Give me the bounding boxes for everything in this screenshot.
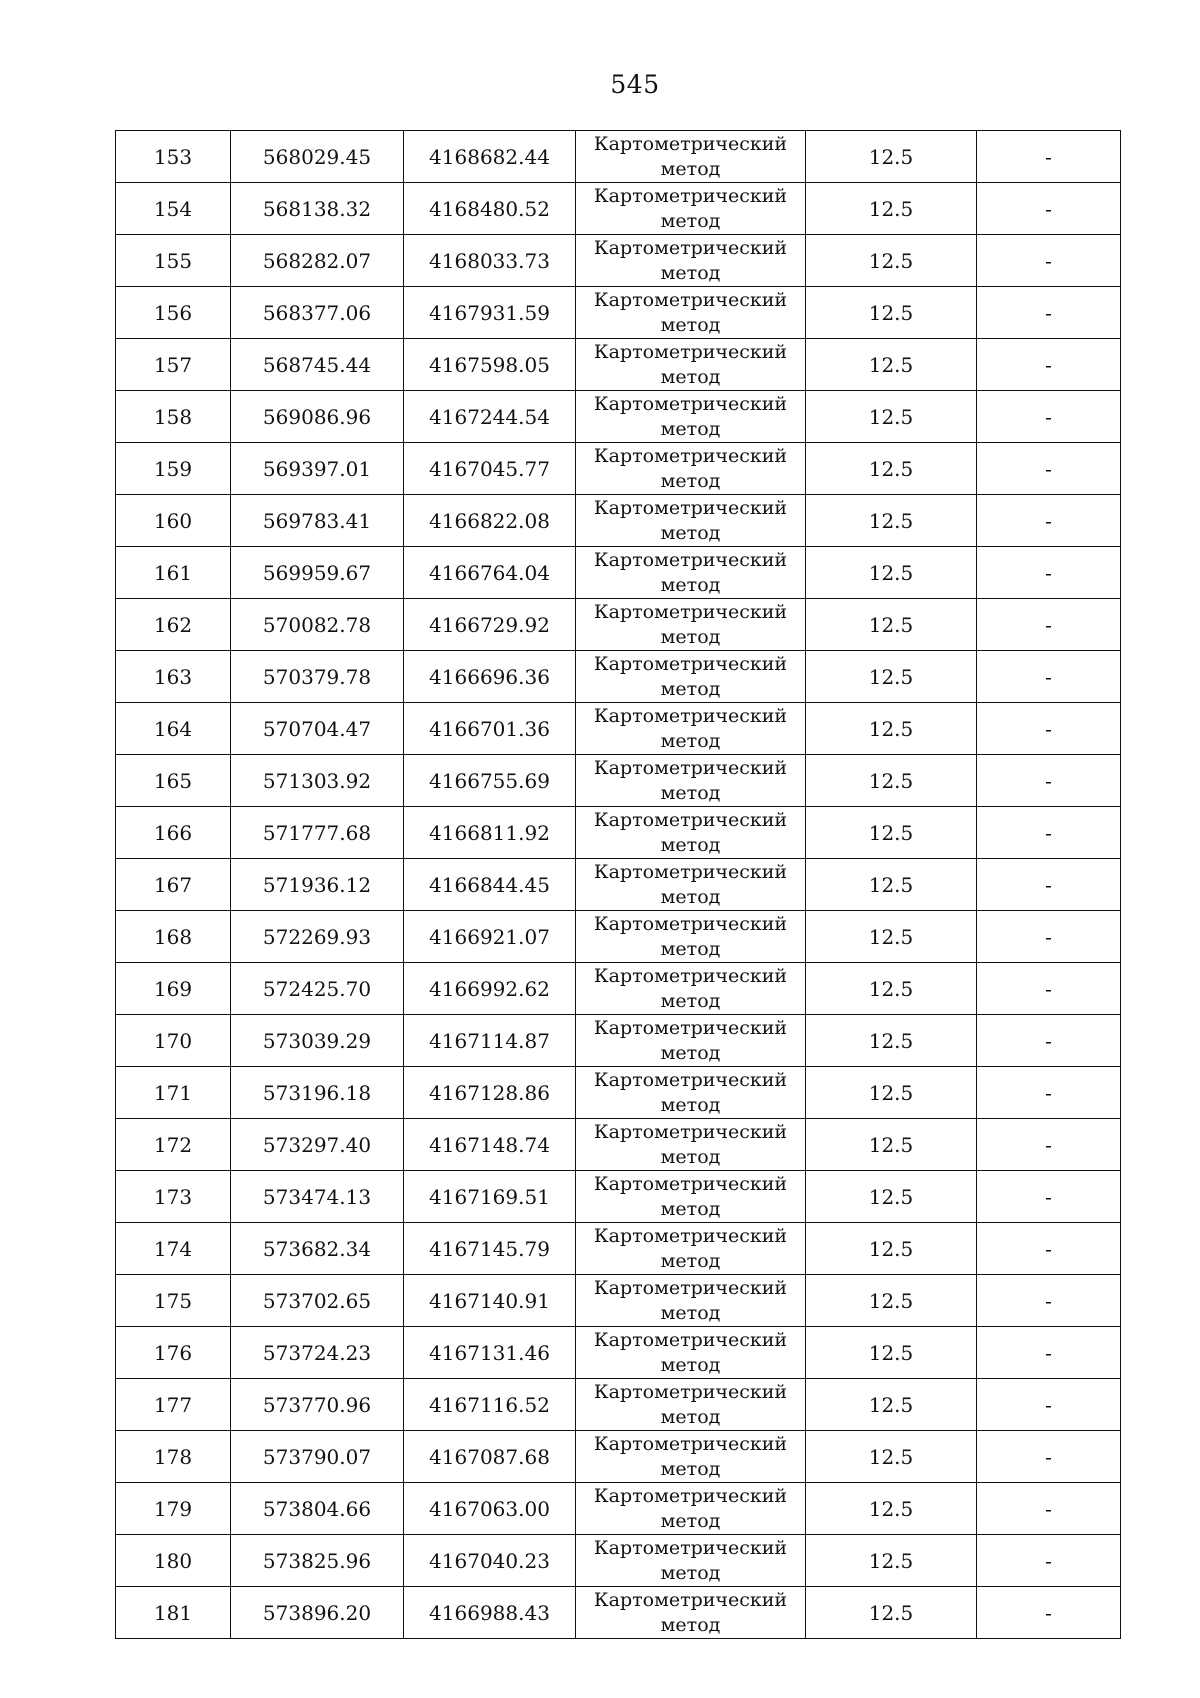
- point-number-cell: 155: [116, 235, 231, 287]
- accuracy-cell: 12.5: [806, 287, 977, 339]
- method-line-1: Картометрический: [593, 808, 788, 831]
- x-coordinate-cell: 573790.07: [231, 1431, 404, 1483]
- method-line-2: метод: [660, 1613, 721, 1636]
- x-coordinate-cell: 569783.41: [231, 495, 404, 547]
- method-line-2: метод: [660, 1249, 721, 1272]
- method-line-2: метод: [660, 261, 721, 284]
- y-coordinate-cell: 4168480.52: [404, 183, 576, 235]
- table-row: [116, 1171, 1121, 1223]
- x-coordinate-cell: 569959.67: [231, 547, 404, 599]
- method-cell: [576, 651, 806, 703]
- point-number-cell: 163: [116, 651, 231, 703]
- note-cell: -: [977, 1379, 1121, 1431]
- y-coordinate-cell: 4167116.52: [404, 1379, 576, 1431]
- point-number-cell: 177: [116, 1379, 231, 1431]
- note-cell: -: [977, 1431, 1121, 1483]
- table-row: [116, 131, 1121, 183]
- note-cell: -: [977, 443, 1121, 495]
- note-cell: -: [977, 1171, 1121, 1223]
- method-line-2: метод: [660, 313, 721, 336]
- accuracy-cell: 12.5: [806, 1275, 977, 1327]
- accuracy-cell: 12.5: [806, 859, 977, 911]
- method-line-2: метод: [660, 365, 721, 388]
- table-row: [116, 1275, 1121, 1327]
- y-coordinate-cell: 4167598.05: [404, 339, 576, 391]
- accuracy-cell: 12.5: [806, 1015, 977, 1067]
- table-row: [116, 339, 1121, 391]
- method-line-2: метод: [660, 1041, 721, 1064]
- table-body: [116, 131, 1121, 1639]
- accuracy-cell: 12.5: [806, 1587, 977, 1639]
- note-cell: -: [977, 391, 1121, 443]
- method-cell: [576, 1431, 806, 1483]
- accuracy-cell: 12.5: [806, 1327, 977, 1379]
- method-line-1: Картометрический: [593, 964, 788, 987]
- method-line-1: Картометрический: [593, 132, 788, 155]
- method-line-2: метод: [660, 885, 721, 908]
- x-coordinate-cell: 573770.96: [231, 1379, 404, 1431]
- method-cell: [576, 1171, 806, 1223]
- method-line-2: метод: [660, 1197, 721, 1220]
- method-line-1: Картометрический: [593, 860, 788, 883]
- note-cell: -: [977, 1587, 1121, 1639]
- table-row: [116, 391, 1121, 443]
- point-number-cell: 156: [116, 287, 231, 339]
- point-number-cell: 171: [116, 1067, 231, 1119]
- note-cell: -: [977, 339, 1121, 391]
- y-coordinate-cell: 4166696.36: [404, 651, 576, 703]
- y-coordinate-cell: 4167931.59: [404, 287, 576, 339]
- point-number-cell: 172: [116, 1119, 231, 1171]
- note-cell: -: [977, 1535, 1121, 1587]
- y-coordinate-cell: 4166701.36: [404, 703, 576, 755]
- accuracy-cell: 12.5: [806, 1119, 977, 1171]
- method-line-2: метод: [660, 1301, 721, 1324]
- note-cell: -: [977, 287, 1121, 339]
- accuracy-cell: 12.5: [806, 1431, 977, 1483]
- point-number-cell: 179: [116, 1483, 231, 1535]
- method-cell: [576, 1119, 806, 1171]
- accuracy-cell: 12.5: [806, 339, 977, 391]
- y-coordinate-cell: 4166844.45: [404, 859, 576, 911]
- method-line-2: метод: [660, 157, 721, 180]
- note-cell: -: [977, 1015, 1121, 1067]
- table-row: [116, 859, 1121, 911]
- x-coordinate-cell: 568138.32: [231, 183, 404, 235]
- accuracy-cell: 12.5: [806, 547, 977, 599]
- method-line-1: Картометрический: [593, 1224, 788, 1247]
- y-coordinate-cell: 4168033.73: [404, 235, 576, 287]
- x-coordinate-cell: 571936.12: [231, 859, 404, 911]
- note-cell: -: [977, 235, 1121, 287]
- y-coordinate-cell: 4167040.23: [404, 1535, 576, 1587]
- x-coordinate-cell: 571777.68: [231, 807, 404, 859]
- table-row: [116, 911, 1121, 963]
- y-coordinate-cell: 4167045.77: [404, 443, 576, 495]
- x-coordinate-cell: 573196.18: [231, 1067, 404, 1119]
- method-line-1: Картометрический: [593, 1380, 788, 1403]
- table-row: [116, 235, 1121, 287]
- point-number-cell: 173: [116, 1171, 231, 1223]
- method-line-2: метод: [660, 1509, 721, 1532]
- table-row: [116, 703, 1121, 755]
- method-line-2: метод: [660, 937, 721, 960]
- method-line-1: Картометрический: [593, 392, 788, 415]
- y-coordinate-cell: 4166921.07: [404, 911, 576, 963]
- note-cell: -: [977, 755, 1121, 807]
- table-row: [116, 1483, 1121, 1535]
- method-cell: [576, 183, 806, 235]
- point-number-cell: 162: [116, 599, 231, 651]
- point-number-cell: 164: [116, 703, 231, 755]
- method-line-1: Картометрический: [593, 548, 788, 571]
- table-row: [116, 1327, 1121, 1379]
- method-cell: [576, 339, 806, 391]
- x-coordinate-cell: 568377.06: [231, 287, 404, 339]
- x-coordinate-cell: 568745.44: [231, 339, 404, 391]
- note-cell: -: [977, 1275, 1121, 1327]
- y-coordinate-cell: 4167148.74: [404, 1119, 576, 1171]
- x-coordinate-cell: 573804.66: [231, 1483, 404, 1535]
- x-coordinate-cell: 571303.92: [231, 755, 404, 807]
- note-cell: -: [977, 1067, 1121, 1119]
- point-number-cell: 158: [116, 391, 231, 443]
- table-row: [116, 287, 1121, 339]
- method-line-1: Картометрический: [593, 1276, 788, 1299]
- y-coordinate-cell: 4167063.00: [404, 1483, 576, 1535]
- table-row: [116, 443, 1121, 495]
- point-number-cell: 165: [116, 755, 231, 807]
- method-line-2: метод: [660, 1093, 721, 1116]
- y-coordinate-cell: 4167114.87: [404, 1015, 576, 1067]
- x-coordinate-cell: 573896.20: [231, 1587, 404, 1639]
- method-line-1: Картометрический: [593, 236, 788, 259]
- table-row: [116, 547, 1121, 599]
- accuracy-cell: 12.5: [806, 807, 977, 859]
- point-number-cell: 175: [116, 1275, 231, 1327]
- method-cell: [576, 235, 806, 287]
- accuracy-cell: 12.5: [806, 235, 977, 287]
- table-row: [116, 963, 1121, 1015]
- point-number-cell: 166: [116, 807, 231, 859]
- point-number-cell: 180: [116, 1535, 231, 1587]
- x-coordinate-cell: 573039.29: [231, 1015, 404, 1067]
- coordinates-table: [115, 130, 1121, 1639]
- method-cell: [576, 859, 806, 911]
- table-row: [116, 1431, 1121, 1483]
- note-cell: -: [977, 1327, 1121, 1379]
- method-cell: [576, 547, 806, 599]
- y-coordinate-cell: 4166755.69: [404, 755, 576, 807]
- method-line-1: Картометрический: [593, 652, 788, 675]
- x-coordinate-cell: 569086.96: [231, 391, 404, 443]
- method-cell: [576, 1379, 806, 1431]
- x-coordinate-cell: 573825.96: [231, 1535, 404, 1587]
- accuracy-cell: 12.5: [806, 651, 977, 703]
- y-coordinate-cell: 4167087.68: [404, 1431, 576, 1483]
- method-line-2: метод: [660, 521, 721, 544]
- point-number-cell: 176: [116, 1327, 231, 1379]
- method-cell: [576, 1535, 806, 1587]
- method-line-2: метод: [660, 573, 721, 596]
- method-line-1: Картометрический: [593, 496, 788, 519]
- method-cell: [576, 963, 806, 1015]
- method-line-1: Картометрический: [593, 756, 788, 779]
- table-row: [116, 1535, 1121, 1587]
- method-line-1: Картометрический: [593, 1120, 788, 1143]
- accuracy-cell: 12.5: [806, 1067, 977, 1119]
- note-cell: -: [977, 703, 1121, 755]
- table-row: [116, 599, 1121, 651]
- table-row: [116, 1015, 1121, 1067]
- accuracy-cell: 12.5: [806, 391, 977, 443]
- y-coordinate-cell: 4167169.51: [404, 1171, 576, 1223]
- method-line-2: метод: [660, 1457, 721, 1480]
- note-cell: -: [977, 807, 1121, 859]
- point-number-cell: 153: [116, 131, 231, 183]
- note-cell: -: [977, 911, 1121, 963]
- y-coordinate-cell: 4166822.08: [404, 495, 576, 547]
- x-coordinate-cell: 573724.23: [231, 1327, 404, 1379]
- method-line-1: Картометрический: [593, 1016, 788, 1039]
- page-number: 545: [610, 70, 660, 99]
- y-coordinate-cell: 4166992.62: [404, 963, 576, 1015]
- accuracy-cell: 12.5: [806, 703, 977, 755]
- method-line-1: Картометрический: [593, 1172, 788, 1195]
- method-cell: [576, 1015, 806, 1067]
- table-row: [116, 1067, 1121, 1119]
- point-number-cell: 157: [116, 339, 231, 391]
- note-cell: -: [977, 183, 1121, 235]
- method-cell: [576, 1275, 806, 1327]
- method-line-2: метод: [660, 781, 721, 804]
- method-cell: [576, 1327, 806, 1379]
- point-number-cell: 167: [116, 859, 231, 911]
- y-coordinate-cell: 4167131.46: [404, 1327, 576, 1379]
- method-line-2: метод: [660, 833, 721, 856]
- point-number-cell: 154: [116, 183, 231, 235]
- note-cell: -: [977, 1119, 1121, 1171]
- method-line-2: метод: [660, 1561, 721, 1584]
- method-line-2: метод: [660, 1353, 721, 1376]
- x-coordinate-cell: 570379.78: [231, 651, 404, 703]
- note-cell: -: [977, 547, 1121, 599]
- method-line-1: Картометрический: [593, 288, 788, 311]
- point-number-cell: 160: [116, 495, 231, 547]
- point-number-cell: 174: [116, 1223, 231, 1275]
- method-line-1: Картометрический: [593, 704, 788, 727]
- point-number-cell: 170: [116, 1015, 231, 1067]
- method-line-2: метод: [660, 989, 721, 1012]
- table-row: [116, 755, 1121, 807]
- point-number-cell: 169: [116, 963, 231, 1015]
- y-coordinate-cell: 4166988.43: [404, 1587, 576, 1639]
- table-row: [116, 1587, 1121, 1639]
- method-cell: [576, 443, 806, 495]
- x-coordinate-cell: 573297.40: [231, 1119, 404, 1171]
- point-number-cell: 159: [116, 443, 231, 495]
- method-line-1: Картометрический: [593, 1432, 788, 1455]
- method-line-1: Картометрический: [593, 1588, 788, 1611]
- method-line-1: Картометрический: [593, 1328, 788, 1351]
- x-coordinate-cell: 570082.78: [231, 599, 404, 651]
- method-cell: [576, 703, 806, 755]
- method-line-2: метод: [660, 677, 721, 700]
- y-coordinate-cell: 4166764.04: [404, 547, 576, 599]
- method-line-2: метод: [660, 729, 721, 752]
- accuracy-cell: 12.5: [806, 1379, 977, 1431]
- accuracy-cell: 12.5: [806, 443, 977, 495]
- method-cell: [576, 131, 806, 183]
- method-cell: [576, 391, 806, 443]
- point-number-cell: 168: [116, 911, 231, 963]
- table-row: [116, 807, 1121, 859]
- accuracy-cell: 12.5: [806, 599, 977, 651]
- table-row: [116, 1223, 1121, 1275]
- method-cell: [576, 1223, 806, 1275]
- x-coordinate-cell: 570704.47: [231, 703, 404, 755]
- x-coordinate-cell: 573682.34: [231, 1223, 404, 1275]
- method-cell: [576, 599, 806, 651]
- note-cell: -: [977, 495, 1121, 547]
- method-cell: [576, 495, 806, 547]
- accuracy-cell: 12.5: [806, 963, 977, 1015]
- x-coordinate-cell: 572269.93: [231, 911, 404, 963]
- method-line-1: Картометрический: [593, 444, 788, 467]
- accuracy-cell: 12.5: [806, 755, 977, 807]
- x-coordinate-cell: 568282.07: [231, 235, 404, 287]
- method-line-1: Картометрический: [593, 1484, 788, 1507]
- note-cell: -: [977, 963, 1121, 1015]
- note-cell: -: [977, 1483, 1121, 1535]
- method-line-2: метод: [660, 469, 721, 492]
- accuracy-cell: 12.5: [806, 131, 977, 183]
- x-coordinate-cell: 572425.70: [231, 963, 404, 1015]
- method-cell: [576, 1587, 806, 1639]
- point-number-cell: 161: [116, 547, 231, 599]
- method-line-2: метод: [660, 1405, 721, 1428]
- method-cell: [576, 911, 806, 963]
- method-line-2: метод: [660, 417, 721, 440]
- table-row: [116, 495, 1121, 547]
- table-row: [116, 651, 1121, 703]
- y-coordinate-cell: 4167128.86: [404, 1067, 576, 1119]
- y-coordinate-cell: 4167140.91: [404, 1275, 576, 1327]
- x-coordinate-cell: 568029.45: [231, 131, 404, 183]
- note-cell: -: [977, 1223, 1121, 1275]
- method-cell: [576, 287, 806, 339]
- x-coordinate-cell: 569397.01: [231, 443, 404, 495]
- accuracy-cell: 12.5: [806, 495, 977, 547]
- y-coordinate-cell: 4167244.54: [404, 391, 576, 443]
- table-row: [116, 183, 1121, 235]
- point-number-cell: 178: [116, 1431, 231, 1483]
- accuracy-cell: 12.5: [806, 1483, 977, 1535]
- method-cell: [576, 755, 806, 807]
- method-cell: [576, 1067, 806, 1119]
- method-line-1: Картометрический: [593, 600, 788, 623]
- note-cell: -: [977, 651, 1121, 703]
- note-cell: -: [977, 599, 1121, 651]
- y-coordinate-cell: 4168682.44: [404, 131, 576, 183]
- method-line-2: метод: [660, 1145, 721, 1168]
- accuracy-cell: 12.5: [806, 1171, 977, 1223]
- y-coordinate-cell: 4166729.92: [404, 599, 576, 651]
- accuracy-cell: 12.5: [806, 183, 977, 235]
- point-number-cell: 181: [116, 1587, 231, 1639]
- method-line-1: Картометрический: [593, 1068, 788, 1091]
- table-row: [116, 1119, 1121, 1171]
- y-coordinate-cell: 4166811.92: [404, 807, 576, 859]
- method-line-1: Картометрический: [593, 184, 788, 207]
- note-cell: -: [977, 131, 1121, 183]
- method-line-1: Картометрический: [593, 912, 788, 935]
- x-coordinate-cell: 573474.13: [231, 1171, 404, 1223]
- note-cell: -: [977, 859, 1121, 911]
- method-cell: [576, 1483, 806, 1535]
- table-row: [116, 1379, 1121, 1431]
- accuracy-cell: 12.5: [806, 911, 977, 963]
- accuracy-cell: 12.5: [806, 1535, 977, 1587]
- method-cell: [576, 807, 806, 859]
- accuracy-cell: 12.5: [806, 1223, 977, 1275]
- method-line-1: Картометрический: [593, 340, 788, 363]
- x-coordinate-cell: 573702.65: [231, 1275, 404, 1327]
- method-line-1: Картометрический: [593, 1536, 788, 1559]
- method-line-2: метод: [660, 209, 721, 232]
- method-line-2: метод: [660, 625, 721, 648]
- y-coordinate-cell: 4167145.79: [404, 1223, 576, 1275]
